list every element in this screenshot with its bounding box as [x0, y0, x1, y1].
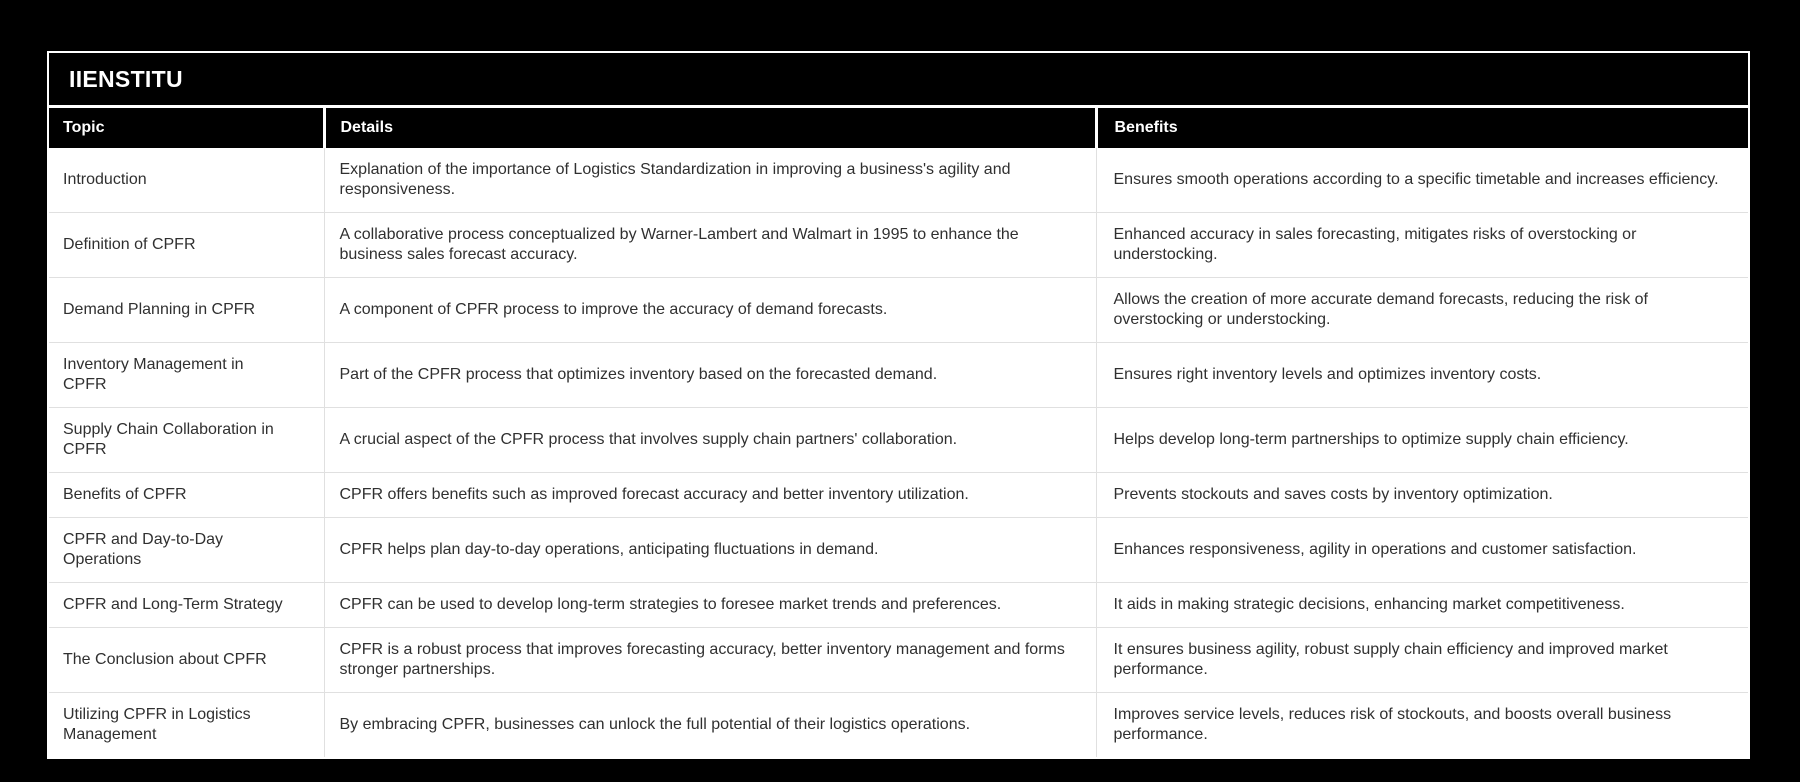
page-title: IIENSTITU — [69, 65, 183, 92]
cell-details: A component of CPFR process to improve the accuracy of demand forecasts. — [324, 278, 1096, 343]
cell-details: A collaborative process conceptualized by Warner-Lambert and Walmart in 1995 to enhance the business sales forecast accuracy. — [324, 213, 1096, 278]
cell-benefits: Enhances responsiveness, agility in operations and customer satisfaction. — [1096, 518, 1748, 583]
cell-benefits: Allows the creation of more accurate demand forecasts, reducing the risk of overstocking or understocking. — [1096, 278, 1748, 343]
cell-topic: Definition of CPFR — [49, 213, 324, 278]
cell-benefits: Prevents stockouts and saves costs by inventory optimization. — [1096, 473, 1748, 518]
column-header-topic: Topic — [49, 108, 324, 148]
table-row — [49, 473, 1748, 518]
cell-details: A crucial aspect of the CPFR process that involves supply chain partners' collaboration. — [324, 408, 1096, 473]
cell-benefits: Enhanced accuracy in sales forecasting, mitigates risks of overstocking or understocking. — [1096, 213, 1748, 278]
cpfr-table — [49, 108, 1748, 757]
cell-topic: Demand Planning in CPFR — [49, 278, 324, 343]
table-row — [49, 148, 1748, 213]
table-body — [49, 148, 1748, 757]
table-row — [49, 583, 1748, 628]
cell-benefits: Improves service levels, reduces risk of stockouts, and boosts overall business performance. — [1096, 693, 1748, 758]
table-row — [49, 518, 1748, 583]
table-header-row — [49, 108, 1748, 148]
cell-details: Part of the CPFR process that optimizes inventory based on the forecasted demand. — [324, 343, 1096, 408]
cell-topic: Supply Chain Collaboration in CPFR — [49, 408, 324, 473]
table-row — [49, 213, 1748, 278]
cell-topic: The Conclusion about CPFR — [49, 628, 324, 693]
column-header-benefits: Benefits — [1096, 108, 1748, 148]
content-card — [47, 51, 1750, 759]
cell-benefits: It ensures business agility, robust supply chain efficiency and improved market performance. — [1096, 628, 1748, 693]
cell-details: CPFR offers benefits such as improved forecast accuracy and better inventory utilization. — [324, 473, 1096, 518]
cell-details: CPFR helps plan day-to-day operations, anticipating fluctuations in demand. — [324, 518, 1096, 583]
cell-topic: CPFR and Long-Term Strategy — [49, 583, 324, 628]
cell-topic: Inventory Management in CPFR — [49, 343, 324, 408]
column-header-details: Details — [324, 108, 1096, 148]
cell-benefits: Ensures smooth operations according to a specific timetable and increases efficiency. — [1096, 148, 1748, 213]
cell-details: CPFR is a robust process that improves forecasting accuracy, better inventory management and forms stronger partnerships. — [324, 628, 1096, 693]
cell-benefits: It aids in making strategic decisions, enhancing market competitiveness. — [1096, 583, 1748, 628]
title-bar — [49, 53, 1748, 105]
table-row — [49, 278, 1748, 343]
cell-benefits: Ensures right inventory levels and optimizes inventory costs. — [1096, 343, 1748, 408]
table-row — [49, 693, 1748, 758]
cell-details: By embracing CPFR, businesses can unlock the full potential of their logistics operations. — [324, 693, 1096, 758]
table-row — [49, 408, 1748, 473]
cell-topic: Utilizing CPFR in Logistics Management — [49, 693, 324, 758]
cell-details: Explanation of the importance of Logistics Standardization in improving a business's agility and responsiveness. — [324, 148, 1096, 213]
table-row — [49, 628, 1748, 693]
cell-topic: CPFR and Day-to-Day Operations — [49, 518, 324, 583]
table-header — [49, 108, 1748, 148]
cell-details: CPFR can be used to develop long-term strategies to foresee market trends and preferences. — [324, 583, 1096, 628]
table-row — [49, 343, 1748, 408]
cell-topic: Introduction — [49, 148, 324, 213]
cell-topic: Benefits of CPFR — [49, 473, 324, 518]
cell-benefits: Helps develop long-term partnerships to optimize supply chain efficiency. — [1096, 408, 1748, 473]
